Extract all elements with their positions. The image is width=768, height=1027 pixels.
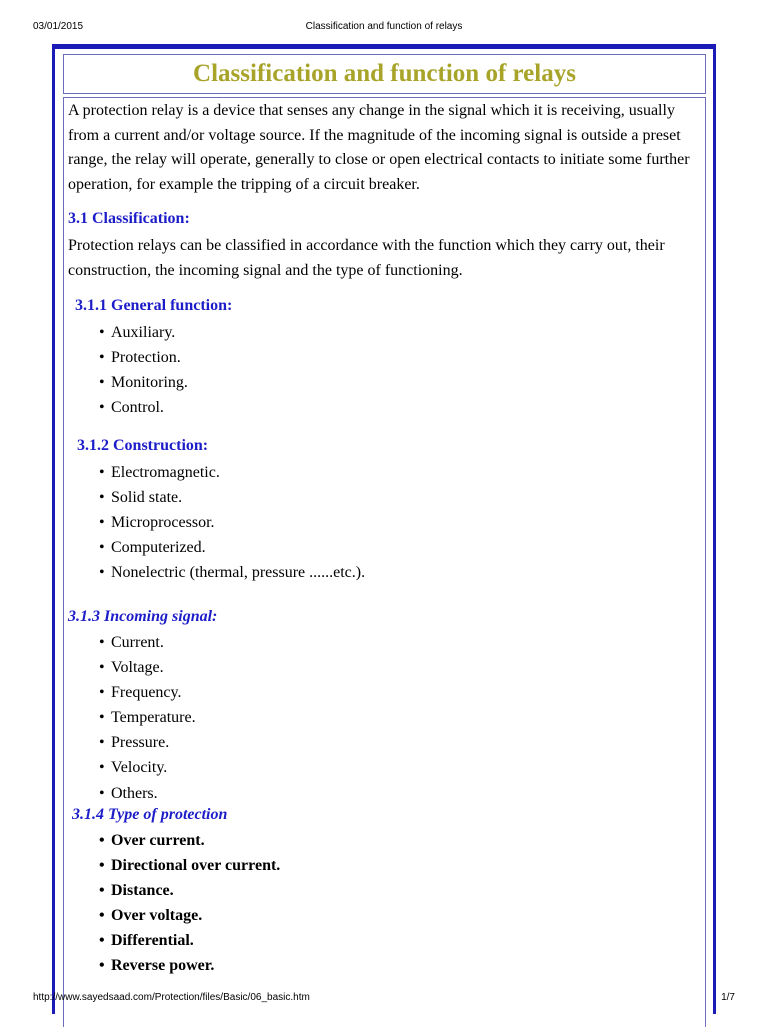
list-item: • Computerized.: [99, 535, 365, 560]
bullet-icon: •: [99, 514, 105, 532]
bullet-icon: •: [99, 374, 105, 392]
bullet-icon: •: [99, 324, 105, 341]
general-function-list: [99, 320, 188, 420]
bullet-icon: •: [99, 857, 105, 875]
list-item: • Over voltage.: [99, 903, 280, 928]
bullet-icon: •: [99, 684, 105, 702]
list-item: • Distance.: [99, 878, 280, 903]
type-of-protection-heading: 3.1.4 Type of protection: [72, 806, 228, 823]
bullet-icon: •: [99, 564, 105, 582]
bullet-icon: •: [99, 399, 105, 417]
bullet-icon: •: [99, 932, 105, 950]
print-doc-title: Classification and function of relays: [305, 21, 463, 32]
bullet-icon: •: [99, 734, 105, 752]
list-item: • Auxiliary.: [99, 320, 188, 345]
bullet-icon: •: [99, 759, 105, 777]
bullet-icon: •: [99, 957, 105, 975]
classification-heading: 3.1 Classification:: [68, 210, 190, 227]
bullet-icon: •: [99, 539, 105, 557]
list-item: • Current.: [99, 630, 196, 655]
pdf-footer: [0, 992, 768, 1012]
bullet-icon: •: [99, 832, 105, 849]
list-item: • Pressure.: [99, 730, 196, 755]
list-item: • Directional over current.: [99, 853, 280, 878]
list-item: • Over current.: [99, 828, 280, 853]
classification-paragraph: Protection relays can be classified in accordance with the function which they carry out, their construction, the incoming signal and the type of functioning.: [68, 237, 665, 279]
list-item: • Protection.: [99, 345, 188, 370]
list-item: • Frequency.: [99, 680, 196, 705]
list-item: • Control.: [99, 395, 188, 420]
list-item: • Electromagnetic.: [99, 460, 365, 485]
bullet-icon: •: [99, 659, 105, 677]
source-url: http://www.sayedsaad.com/Protection/files/Basic/06_basic.htm: [33, 992, 310, 1003]
bullet-icon: •: [99, 349, 105, 367]
list-item: • Microprocessor.: [99, 510, 365, 535]
bullet-icon: •: [99, 709, 105, 727]
bullet-icon: •: [99, 907, 105, 925]
pdf-header: [0, 0, 768, 38]
bullet-icon: •: [99, 464, 105, 481]
bullet-icon: •: [99, 489, 105, 507]
list-item: • Reverse power.: [99, 953, 280, 978]
title-box: [63, 54, 706, 94]
list-item: • Voltage.: [99, 655, 196, 680]
page-number: 1/7: [721, 992, 735, 1003]
list-item: • Monitoring.: [99, 370, 188, 395]
list-item: • Velocity.: [99, 755, 196, 780]
list-item: • Nonelectric (thermal, pressure ......etc.).: [99, 560, 365, 585]
print-date: 03/01/2015: [33, 21, 84, 32]
list-item: • Temperature.: [99, 705, 196, 730]
incoming-signal-heading: 3.1.3 Incoming signal:: [68, 608, 218, 625]
general-function-heading: 3.1.1 General function:: [75, 297, 233, 314]
bullet-icon: •: [99, 784, 105, 802]
list-item: • Differential.: [99, 928, 280, 953]
construction-heading: 3.1.2 Construction:: [77, 437, 209, 454]
bullet-icon: •: [99, 882, 105, 900]
construction-list: [99, 460, 365, 585]
list-item: • Others.: [99, 781, 196, 806]
type-of-protection-list: [99, 828, 280, 979]
list-item: • Solid state.: [99, 485, 365, 510]
bullet-icon: •: [99, 634, 105, 651]
page-title: Classification and function of relays: [193, 60, 576, 87]
intro-paragraph: A protection relay is a device that senses any change in the signal which it is receiving, usually from a current and/or voltage source. If the magnitude of the incoming signal is outside a preset range, the relay will operate, generally to close or open electrical contacts to initiate some further operation, for example the tripping of a circuit breaker.: [68, 102, 690, 193]
incoming-signal-list: [99, 630, 196, 806]
